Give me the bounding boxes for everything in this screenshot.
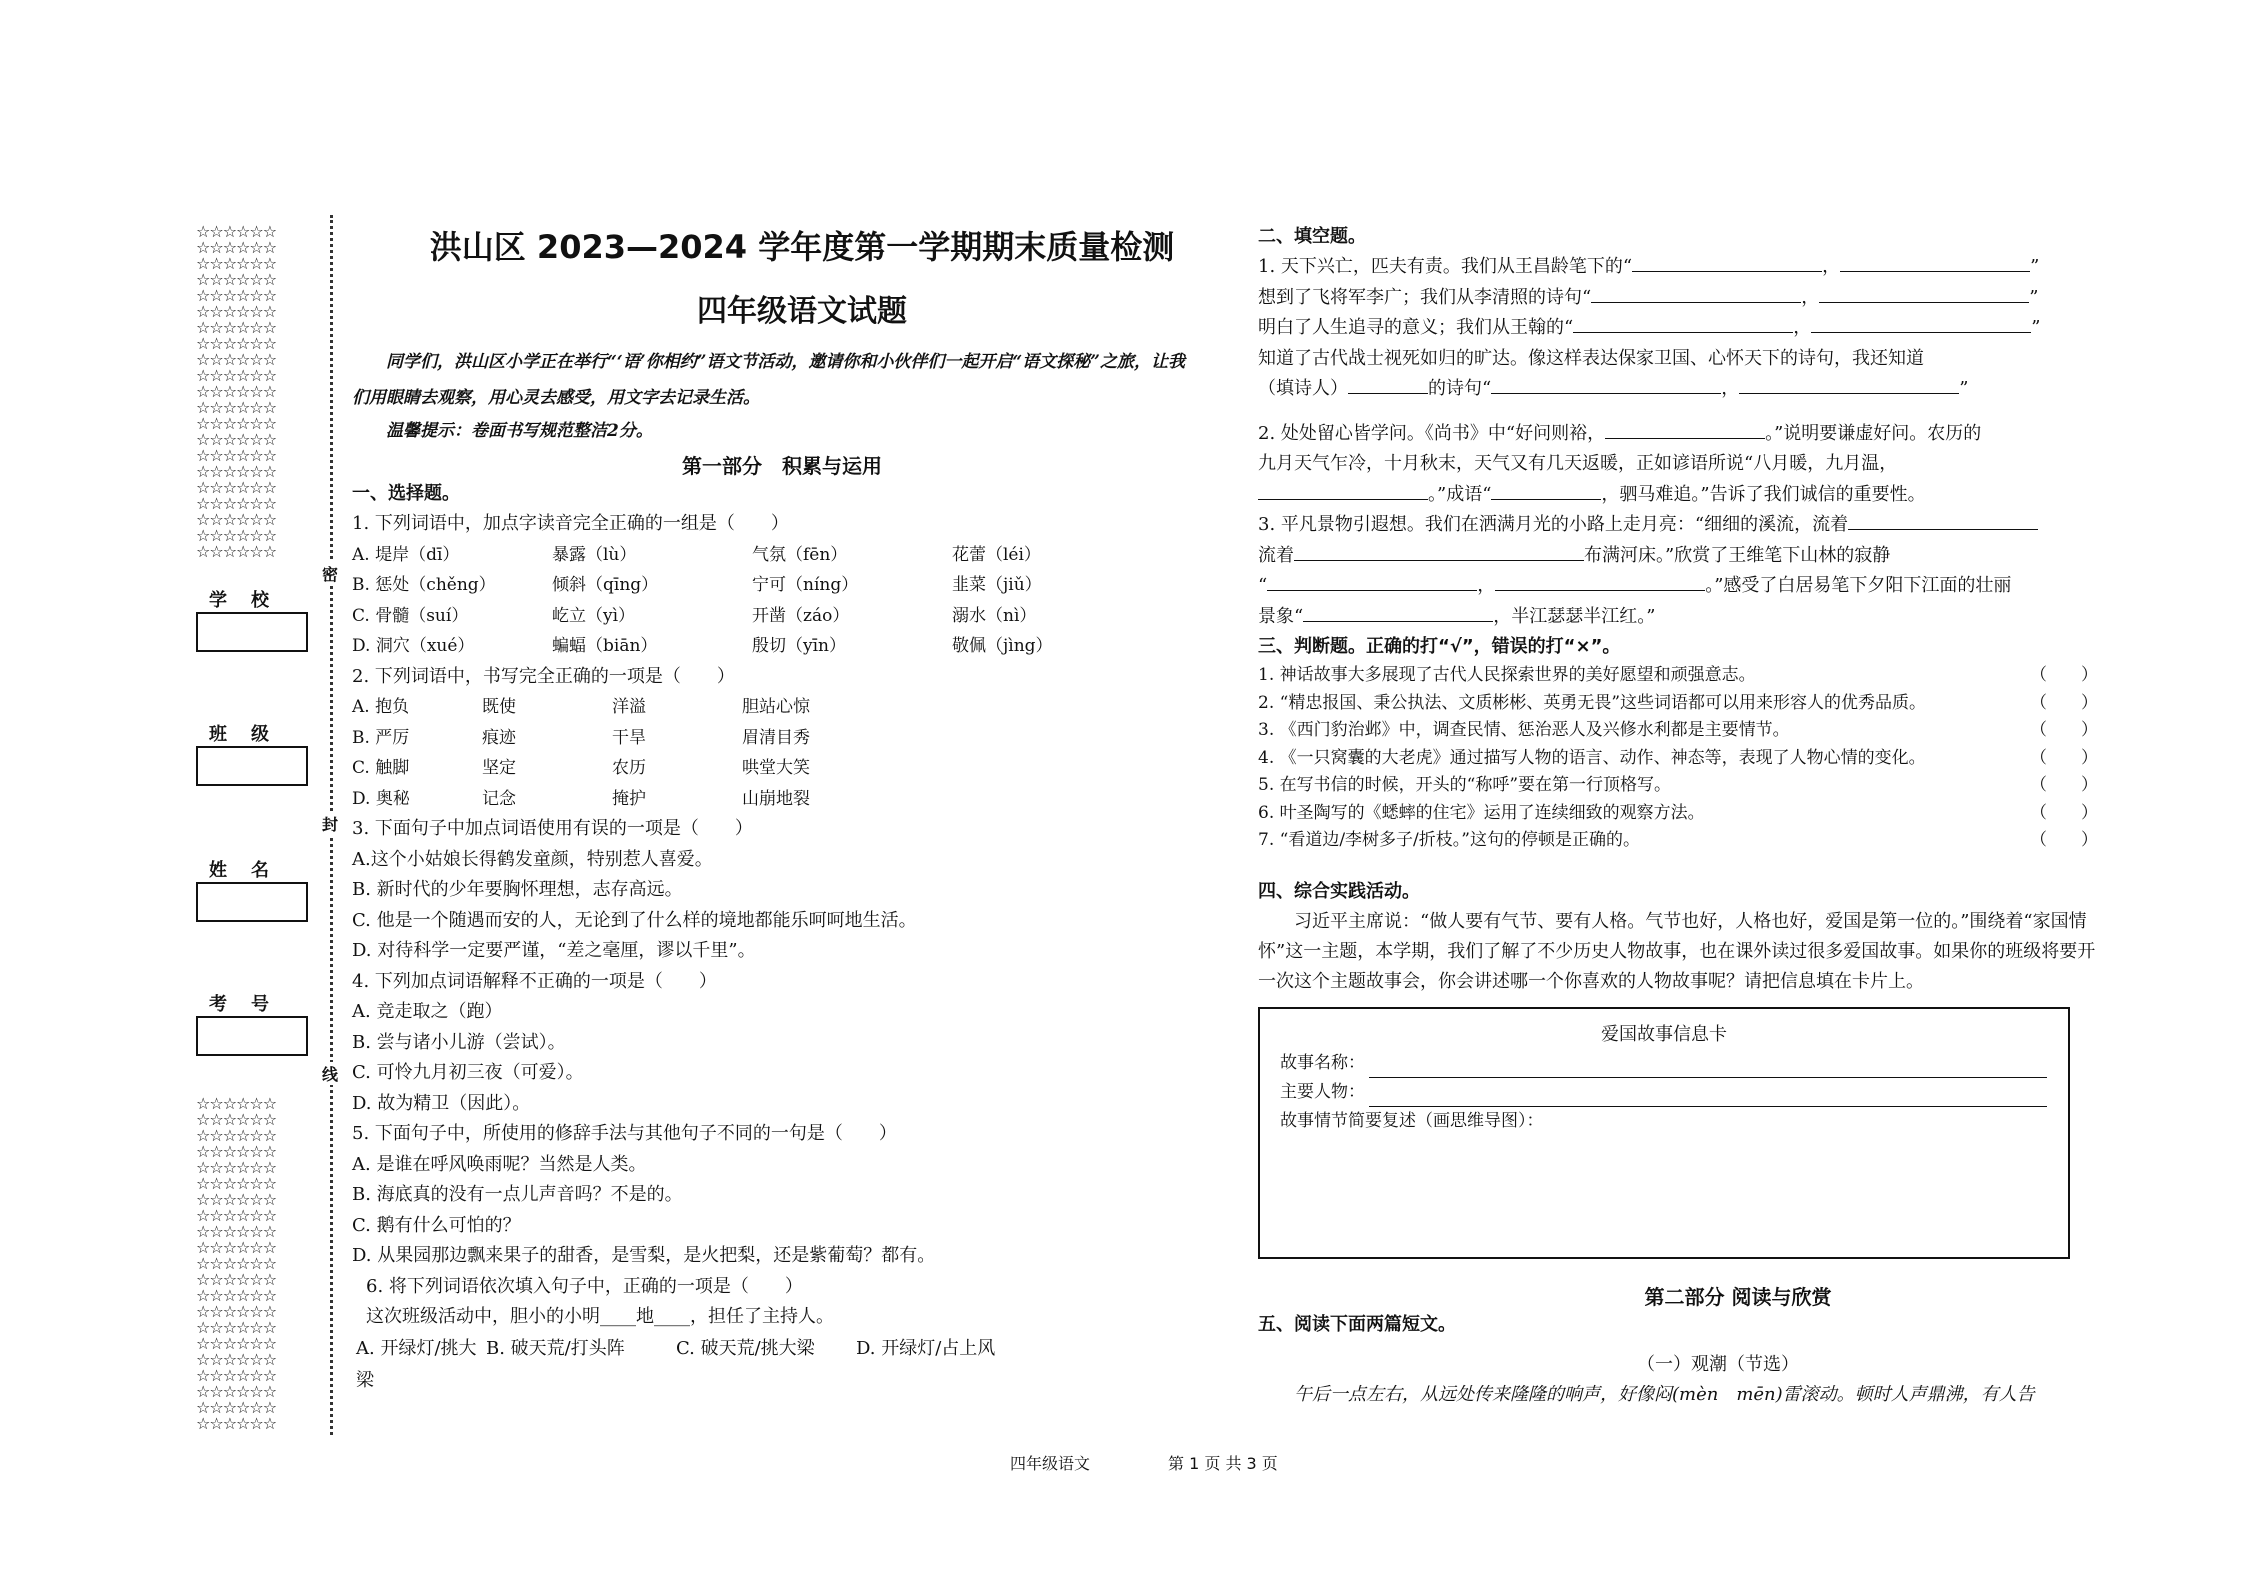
q2-opt: 干旱: [612, 727, 646, 748]
q2-opt: 痕迹: [482, 727, 516, 748]
passage-title: （一）观潮（节选）: [1637, 1353, 1799, 1375]
q2-stem: 2. 下列词语中，书写完全正确的一项是（ ）: [352, 665, 735, 687]
judge-item: 4. 《一只窝囊的大老虎》通过描写人物的语言、动作、神态等，表现了人物心情的变化。 （ ）: [1258, 745, 2098, 773]
fill-blank[interactable]: [1294, 542, 1394, 561]
plot-mindmap-area[interactable]: [1280, 1136, 2048, 1224]
q6-option-d[interactable]: D. 开绿灯/占上风: [856, 1337, 996, 1359]
judge-item: 2. “精忠报国、秉公执法、文质彬彬、英勇无畏”这些词语都可以用来形容人的优秀品质。 （ ）: [1258, 690, 2098, 718]
judge-item: 6. 叶圣陶写的《蟋蟀的住宅》运用了连续细致的观察方法。 （ ）: [1258, 800, 2098, 828]
judge-item: 5. 在写书信的时候，开头的“称呼”要在第一行顶格写。 （ ）: [1258, 772, 2098, 800]
q5-option-b[interactable]: B. 海底真的没有一点儿声音吗？不是的。: [352, 1184, 683, 1205]
passage-text: 午后一点左右，从远处传来隆隆的响声，好像闷(mèn mēn)雷滚动。顿时人声鼎沸，有人告: [1294, 1384, 2035, 1405]
intro-text: 同学们，洪山区小学正在举行“‘语’你相约”语文节活动，邀请你和小伙伴们一起开启“语文探秘”之旅，让我们用眼睛去观察，用心灵去感受，用文字去记录生活。: [352, 352, 1185, 408]
q1-opt: 开凿（záo）: [752, 605, 850, 626]
school-field[interactable]: [196, 612, 308, 652]
q5-option-d[interactable]: D. 从果园那边飘来果子的甜香，是雪梨，是火把梨，还是紫葡萄？都有。: [352, 1245, 936, 1266]
fill-line: 2. 处处留心皆学问。《尚书》中“好问则裕， 。”说明要谦虚好问。农历的: [1258, 419, 2098, 450]
answer-paren[interactable]: （ ）: [2030, 775, 2098, 795]
q1-stem: 1. 下列词语中，加点字读音完全正确的一组是（ ）: [352, 513, 789, 534]
q2-opt[interactable]: B. 严厉: [352, 727, 410, 748]
school-label: 学校: [209, 590, 293, 611]
q2-opt: 山崩地裂: [742, 788, 810, 809]
fill-blank[interactable]: [1394, 542, 1584, 561]
section2-title: 二、填空题。: [1258, 226, 1366, 247]
exam-number-label: 考号: [209, 994, 293, 1015]
q1-opt: 宁可（níng）: [752, 575, 859, 595]
name-label: 姓名: [209, 860, 293, 881]
q1-opt: 蝙蝠（biān）: [552, 636, 658, 656]
fill-blank[interactable]: [1605, 420, 1765, 439]
q1-options: [352, 540, 1212, 662]
q3-option-c[interactable]: C. 他是一个随遇而安的人，无论到了什么样的境地都能乐呵呵地生活。: [352, 909, 917, 931]
q2-opt: 哄堂大笑: [742, 758, 810, 778]
q1-opt[interactable]: C. 骨髓（suí）: [352, 605, 469, 626]
fill-line: 九月天气乍冷，十月秋末，天气又有几天返暖，正如谚语所说“八月暖，九月温，: [1258, 453, 1898, 474]
fill-blank[interactable]: [1591, 284, 1801, 303]
fill-blank[interactable]: [1840, 253, 2030, 272]
q6-options: [352, 1333, 1212, 1397]
fill-blank[interactable]: [1573, 314, 1793, 333]
q2-opt: 洋溢: [612, 697, 646, 717]
fill-blank[interactable]: [1267, 572, 1477, 591]
fill-blank[interactable]: [1258, 481, 1428, 500]
fill-line: 知道了古代战士视死如归的旷达。像这样表达保家卫国、心怀天下的诗句，我还知道: [1258, 347, 1924, 369]
answer-paren[interactable]: （ ）: [2030, 747, 2098, 768]
answer-paren[interactable]: （ ）: [2030, 720, 2098, 740]
card-row-plot: 故事情节简要复述（画思维导图）：: [1280, 1110, 1544, 1131]
q3-option-a[interactable]: A.这个小姑娘长得鹤发童颜，特别惹人喜爱。: [352, 848, 713, 870]
fill-line: “ ， 。”感受了白居易笔下夕阳下江面的壮丽: [1258, 571, 2098, 602]
fill-blank[interactable]: [1348, 375, 1428, 394]
exam-number-field[interactable]: [196, 1016, 308, 1056]
q1-opt: 韭菜（jiǔ）: [952, 575, 1042, 595]
q6-option-a[interactable]: A. 开绿灯/挑大梁: [356, 1337, 477, 1391]
q4-stem: 4. 下列加点词语解释不正确的一项是（ ）: [352, 970, 717, 992]
q1-opt[interactable]: B. 惩处（chěng）: [352, 575, 496, 595]
q6-option-c[interactable]: C. 破天荒/挑大梁: [676, 1337, 815, 1359]
fill-blank[interactable]: [1819, 284, 2029, 303]
story-info-card: [1258, 1007, 2070, 1259]
cut-char-close: 封: [322, 812, 338, 835]
fill-line: 景象“ ，半江瑟瑟半江红。”: [1258, 602, 2098, 633]
q4-option-c[interactable]: C. 可怜九月初三夜（可爱）。: [352, 1062, 584, 1083]
star-border-bottom: ☆☆☆☆☆☆ ☆☆☆☆☆☆ ☆☆☆☆☆☆ ☆☆☆☆☆☆ ☆☆☆☆☆☆ ☆☆☆☆☆☆ ☆☆☆☆☆☆ ☆☆☆☆☆☆ ☆☆☆☆☆☆ ☆☆☆☆☆☆ ☆☆☆☆☆☆ ☆☆☆☆☆☆ ☆☆☆☆☆☆ ☆☆☆☆☆☆ ☆☆☆☆☆☆ ☆☆☆☆☆☆ ☆☆☆☆☆☆ ☆☆☆☆☆☆ ☆☆☆☆☆☆ ☆☆☆☆☆☆ ☆☆☆☆☆☆: [196, 1094, 277, 1433]
part1-title: 第一部分 积累与运用: [682, 454, 882, 478]
class-field[interactable]: [196, 746, 308, 786]
answer-paren[interactable]: （ ）: [2030, 802, 2098, 823]
q3-option-b[interactable]: B. 新时代的少年要胸怀理想，志存高远。: [352, 879, 683, 900]
fill-line: 。”成语“ ，驷马难追。”告诉了我们诚信的重要性。: [1258, 480, 2098, 511]
q2-opt: 胆站心惊: [742, 697, 810, 717]
q1-opt: 花蕾（léi）: [952, 544, 1041, 565]
q4-option-b[interactable]: B. 尝与诸小儿游（尝试）。: [352, 1031, 566, 1053]
left-column: [352, 222, 1212, 1397]
q2-opt: 农历: [612, 758, 646, 778]
card-row-person: 主要人物：: [1280, 1078, 2048, 1107]
fill-blank[interactable]: [1811, 314, 2031, 333]
q2-opt: 记念: [482, 788, 516, 809]
name-field[interactable]: [196, 882, 308, 922]
answer-paren[interactable]: （ ）: [2030, 665, 2098, 685]
q2-opt[interactable]: D. 奥秘: [352, 788, 410, 809]
judge-item: 1. 神话故事大多展现了古代人民探索世界的美好愿望和顽强意志。 （ ）: [1258, 662, 2098, 690]
q1-opt: 倾斜（qīng）: [552, 575, 659, 595]
section4-text: 习近平主席说：“做人要有气节、要有人格。气节也好，人格也好，爱国是第一位的。”围绕着“家国情怀”这一主题，本学期，我们了解了不少历史人物故事，也在课外读过很多爱国故事。如果你的班级将要开一次这个主题故事会，你会讲述哪一个你喜欢的人物故事呢？请把信息填在卡片上。: [1258, 910, 2096, 992]
q1-opt: 敬佩（jìng）: [952, 636, 1053, 656]
tip-text: 温馨提示：卷面书写规范整洁2分。: [386, 421, 653, 441]
cut-char-line: 线: [322, 1062, 338, 1085]
fill-blank[interactable]: [1739, 375, 1959, 394]
fill-blank[interactable]: [1632, 253, 1822, 272]
footer-subject: 四年级语文: [1010, 1454, 1091, 1473]
star-border-top: ☆☆☆☆☆☆ ☆☆☆☆☆☆ ☆☆☆☆☆☆ ☆☆☆☆☆☆ ☆☆☆☆☆☆ ☆☆☆☆☆☆ ☆☆☆☆☆☆ ☆☆☆☆☆☆ ☆☆☆☆☆☆ ☆☆☆☆☆☆ ☆☆☆☆☆☆ ☆☆☆☆☆☆ ☆☆☆☆☆☆ ☆☆☆☆☆☆ ☆☆☆☆☆☆ ☆☆☆☆☆☆ ☆☆☆☆☆☆ ☆☆☆☆☆☆ ☆☆☆☆☆☆ ☆☆☆☆☆☆ ☆☆☆☆☆☆: [196, 222, 277, 561]
fill-line: 想到了飞将军李广；我们从李清照的诗句“ ， ”: [1258, 283, 2098, 314]
fill-line: 流着 布满河床。”欣赏了王维笔下山林的寂静: [1258, 541, 2098, 572]
fill-blank[interactable]: [1303, 603, 1493, 622]
q5-option-c[interactable]: C. 鹅有什么可怕的？: [352, 1214, 521, 1236]
q1-opt[interactable]: A. 堤岸（dī）: [352, 544, 460, 565]
q6-option-b[interactable]: B. 破天荒/打头阵: [486, 1337, 625, 1359]
exam-title: 洪山区 2023—2024 学年度第一学期期末质量检测: [429, 228, 1175, 266]
right-column: [1258, 222, 2098, 1411]
binding-margin: [196, 224, 306, 1434]
fill-line: （填诗人） 的诗句“ ， ”: [1258, 374, 2098, 405]
q3-stem: 3. 下面句子中加点词语使用有误的一项是（ ）: [352, 818, 753, 839]
judge-item: 7. “看道边/李树多子/折枝。”这句的停顿是正确的。 （ ）: [1258, 827, 2098, 855]
q5-stem: 5. 下面句子中，所使用的修辞手法与其他句子不同的一句是（ ）: [352, 1123, 897, 1144]
main-person-field[interactable]: [1369, 1086, 2047, 1107]
q2-opt: 掩护: [612, 788, 646, 809]
fill-line: 3. 平凡景物引遐想。我们在洒满月光的小路上走月亮：“细细的溪流，流着: [1258, 510, 2098, 541]
q4-option-d[interactable]: D. 故为精卫（因此）。: [352, 1092, 531, 1114]
q1-opt: 暴露（lù）: [552, 544, 637, 565]
section3-title: 三、判断题。正确的打“√”，错误的打“×”。: [1258, 636, 1621, 657]
part2-title: 第二部分 阅读与欣赏: [1644, 1284, 1832, 1309]
section5-title: 五、阅读下面两篇短文。: [1258, 1313, 1456, 1335]
fill-blank[interactable]: [1491, 481, 1601, 500]
judge-item: 3. 《西门豹治邺》中，调查民情、惩治恶人及兴修水利都是主要情节。 （ ）: [1258, 717, 2098, 745]
q1-opt: 殷切（yīn）: [752, 636, 846, 656]
q1-opt: 气氛（fēn）: [752, 544, 848, 565]
answer-paren[interactable]: （ ）: [2030, 830, 2098, 850]
card-row-story-name: 故事名称：: [1280, 1049, 2048, 1078]
q2-opt: 眉清目秀: [742, 727, 810, 748]
q3-option-d[interactable]: D. 对待科学一定要严谨，“差之毫厘，谬以千里”。: [352, 940, 756, 961]
cut-char-seal: 密: [322, 562, 338, 585]
q2-opt[interactable]: C. 触脚: [352, 758, 410, 778]
footer-page-number: 第 1 页 共 3 页: [1168, 1454, 1278, 1473]
q6-sentence: 这次班级活动中，胆小的小明____地____，担任了主持人。: [366, 1306, 834, 1327]
fill-line: 1. 天下兴亡，匹夫有责。我们从王昌龄笔下的“ ， ”: [1258, 252, 2098, 283]
card-title: 爱国故事信息卡: [1601, 1023, 1727, 1045]
section1-title: 一、选择题。: [352, 483, 460, 504]
story-name-field[interactable]: [1369, 1057, 2047, 1078]
q5-option-a[interactable]: A. 是谁在呼风唤雨呢？当然是人类。: [352, 1153, 647, 1175]
q4-option-a[interactable]: A. 竞走取之（跑）: [352, 1001, 503, 1022]
fill-line: 明白了人生追寻的意义；我们从王翰的“ ， ”: [1258, 313, 2098, 344]
q1-opt[interactable]: D. 洞穴（xué）: [352, 636, 475, 656]
q2-opt: 坚定: [482, 758, 516, 778]
section4-title: 四、综合实践活动。: [1258, 880, 1420, 902]
q2-opt: 既使: [482, 697, 516, 717]
answer-paren[interactable]: （ ）: [2030, 692, 2098, 713]
q6-stem: 6. 将下列词语依次填入句子中，正确的一项是（ ）: [366, 1275, 803, 1297]
q2-options: [352, 692, 1212, 814]
fill-blank[interactable]: [1495, 572, 1705, 591]
q1-opt: 屹立（yì）: [552, 605, 636, 626]
class-label: 班级: [209, 724, 293, 745]
fill-blank[interactable]: [1491, 375, 1721, 394]
fill-blank[interactable]: [1848, 511, 2038, 530]
q2-opt[interactable]: A. 抱负: [352, 697, 410, 717]
q1-opt: 溺水（nì）: [952, 605, 1037, 626]
exam-subtitle: 四年级语文试题: [697, 294, 907, 329]
